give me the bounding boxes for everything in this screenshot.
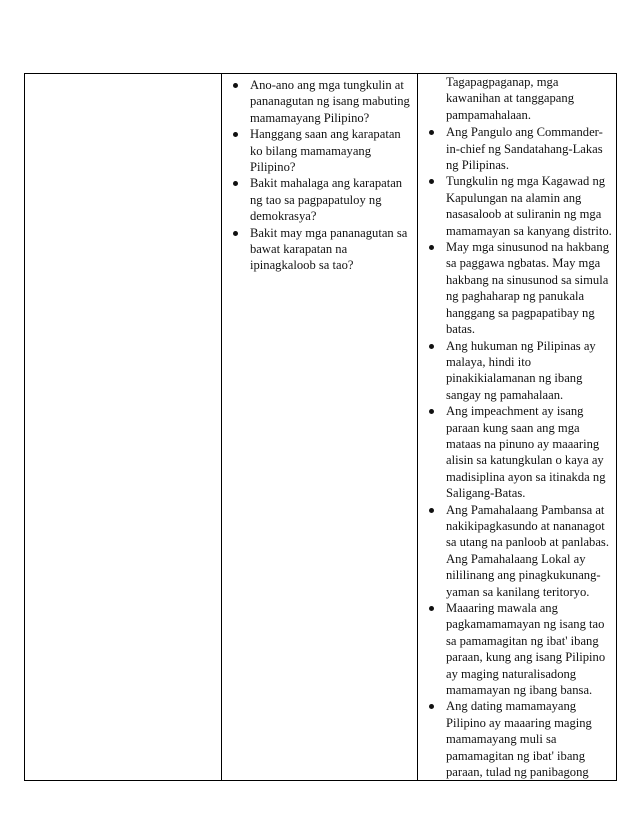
list-item-text: Ang impeachment ay isang paraan kung saan ang mga mataas na pinuno ay maaaring alisin sa katungkulan o kaya ay madisiplina ayon sa itinakda ng Saligang-Batas. — [446, 404, 606, 501]
table-cell-guide-questions — [222, 74, 418, 781]
bullet-icon — [429, 245, 434, 250]
table-row — [25, 74, 617, 781]
document-table — [24, 73, 617, 781]
list-item — [222, 175, 411, 224]
bullet-icon — [233, 132, 238, 137]
list-item-text: Maaaring mawala ang pagkamamamayan ng isang tao sa pamamagitan ng ibat' ibang paraan, kung ang isang Pilipino ay maging naturalisadong mamamayan ng ibang bansa. — [446, 601, 606, 698]
bullet-icon — [429, 508, 434, 513]
table-cell-empty — [25, 74, 222, 781]
bullet-icon — [429, 179, 434, 184]
bullet-icon — [233, 83, 238, 88]
list-item-text: Ang hukuman ng Pilipinas ay malaya, hindi ito pinakikialamanan ng ibang sangay ng pamahalaan. — [446, 338, 596, 402]
list-item — [418, 338, 612, 404]
guide-questions-list — [222, 74, 417, 274]
list-item — [418, 124, 612, 173]
list-item-text: Ang Pamahalaang Pambansa at nakikipagkasundo at nananagot sa utang na panloob at panlabas. Ang Pamahalaang Lokal ay nililinang ang pinagkukunang-yaman sa kanilang teritoryo. — [446, 502, 609, 599]
bullet-icon — [233, 231, 238, 236]
bullet-icon — [233, 181, 238, 186]
list-item-text: Ang dating mamamayang Pilipino ay maaaring maging mamamayang muli sa pamamagitan ng ibat' ibang paraan, tulad ng panibagong — [446, 699, 592, 780]
list-item — [418, 698, 612, 780]
list-item — [222, 126, 411, 175]
bullet-icon — [429, 409, 434, 414]
bullet-icon — [429, 130, 434, 135]
list-item — [418, 403, 612, 501]
continuation-text: Tagapagpaganap, mga kawanihan at tanggapang pampamahalaan. — [446, 75, 574, 122]
list-item-text: May mga sinusunod na hakbang sa paggawa ngbatas. May mga hakbang na sinusunod sa simula ng paghaharap ng panukala hanggang sa pagpapatibay ng batas. — [446, 240, 609, 337]
bullet-icon — [429, 606, 434, 611]
table-cell-understandings — [418, 74, 617, 781]
list-item — [222, 77, 411, 126]
list-item-text: Hanggang saan ang karapatan ko bilang mamamayang Pilipino? — [250, 127, 401, 175]
list-item — [418, 239, 612, 337]
list-item-text: Bakit may mga pananagutan sa bawat karapatan na ipinagkaloob sa tao? — [250, 225, 408, 273]
list-item-text: Ang Pangulo ang Commander-in-chief ng Sandatahang-Lakas ng Pilipinas. — [446, 125, 603, 173]
bullet-icon — [429, 704, 434, 709]
bullet-icon — [429, 344, 434, 349]
list-item-text: Ano-ano ang mga tungkulin at pananagutan ng isang mabuting mamamayang Pilipino? — [250, 78, 410, 125]
list-item — [222, 225, 411, 274]
understandings-list — [418, 123, 616, 780]
list-item — [418, 173, 612, 239]
list-item — [418, 600, 612, 698]
list-item — [418, 502, 612, 600]
list-item-text: Bakit mahalaga ang karapatan ng tao sa pagpapatuloy ng demokrasya? — [250, 176, 403, 224]
list-item-text: Tungkulin ng mga Kagawad ng Kapulungan na alamin ang nasasaloob at suliranin ng mga mamamayan sa kanyang distrito. — [446, 174, 612, 238]
